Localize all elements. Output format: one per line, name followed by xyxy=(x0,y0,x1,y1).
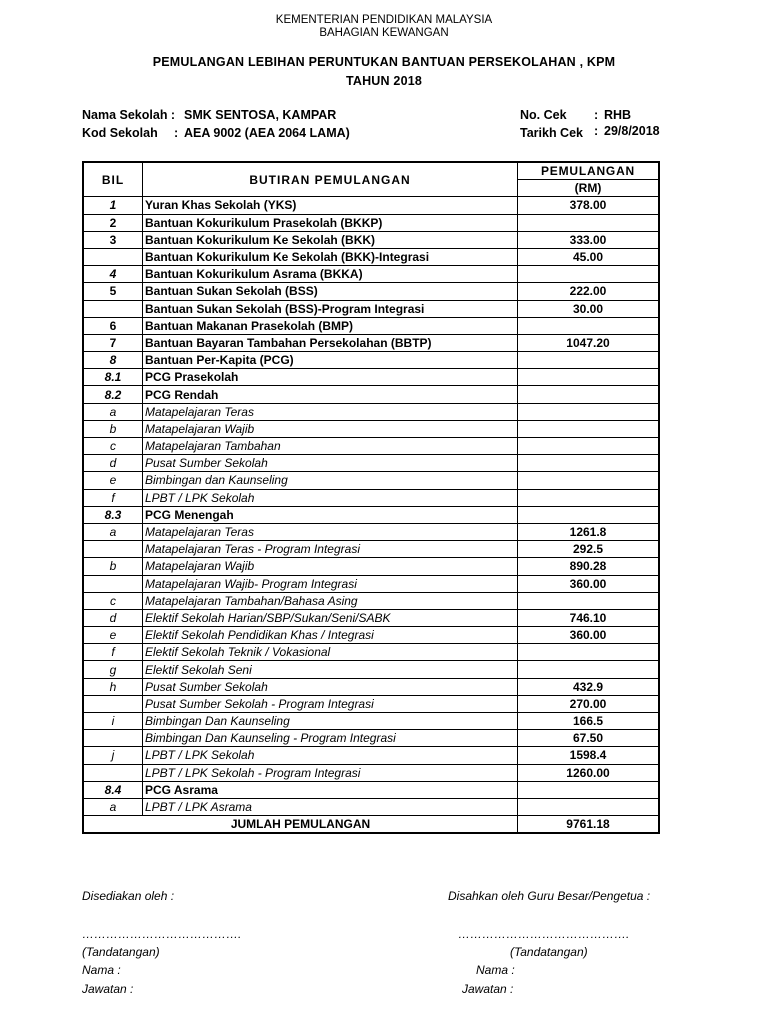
row-item: Matapelajaran Wajib xyxy=(143,420,518,437)
table-row xyxy=(83,506,659,523)
row-bil: 7 xyxy=(83,334,143,351)
col-amount-header: PEMULANGAN xyxy=(518,162,660,180)
row-amount xyxy=(518,506,660,523)
row-amount xyxy=(518,438,660,455)
row-amount xyxy=(518,266,660,283)
row-item: Bimbingan dan Kaunseling xyxy=(143,472,518,489)
table-row xyxy=(83,334,659,351)
row-bil: 5 xyxy=(83,283,143,300)
row-item: Bantuan Per-Kapita (PCG) xyxy=(143,352,518,369)
table-row xyxy=(83,214,659,231)
total-label: JUMLAH PEMULANGAN xyxy=(83,816,518,834)
row-bil xyxy=(83,764,143,781)
row-bil: d xyxy=(83,609,143,626)
signature-line-left: …………………………………. xyxy=(82,927,242,941)
table-row xyxy=(83,231,659,248)
row-bil xyxy=(83,248,143,265)
cheque-value: RHB xyxy=(604,108,632,122)
row-bil: i xyxy=(83,713,143,730)
row-bil: 4 xyxy=(83,266,143,283)
row-item: Matapelajaran Teras xyxy=(143,523,518,540)
row-item: PCG Rendah xyxy=(143,386,518,403)
row-amount xyxy=(518,644,660,661)
row-bil: h xyxy=(83,678,143,695)
row-bil: 8.1 xyxy=(83,369,143,386)
col-bil-header: BIL xyxy=(83,162,143,197)
row-bil: e xyxy=(83,472,143,489)
row-item: Elektif Sekolah Teknik / Vokasional xyxy=(143,644,518,661)
date-label: Tarikh Cek xyxy=(520,126,583,140)
cheque-label: No. Cek xyxy=(520,108,567,122)
row-amount: 1598.4 xyxy=(518,747,660,764)
row-bil xyxy=(83,730,143,747)
table-row xyxy=(83,609,659,626)
row-item: Matapelajaran Tambahan xyxy=(143,438,518,455)
row-bil: j xyxy=(83,747,143,764)
document-title: PEMULANGAN LEBIHAN PERUNTUKAN BANTUAN PERSEKOLAHAN , KPM xyxy=(152,55,616,69)
row-amount: 333.00 xyxy=(518,231,660,248)
table-row xyxy=(83,695,659,712)
row-amount: 1047.20 xyxy=(518,334,660,351)
table-row xyxy=(83,781,659,798)
row-item: PCG Menengah xyxy=(143,506,518,523)
ministry-name: KEMENTERIAN PENDIDIKAN MALAYSIA xyxy=(275,14,493,26)
prepared-by-label: Disediakan oleh : xyxy=(82,889,175,903)
row-item: Bantuan Sukan Sekolah (BSS) xyxy=(143,283,518,300)
row-amount: 67.50 xyxy=(518,730,660,747)
table-row xyxy=(83,541,659,558)
row-amount: 746.10 xyxy=(518,609,660,626)
row-amount: 30.00 xyxy=(518,300,660,317)
row-amount: 890.28 xyxy=(518,558,660,575)
row-amount xyxy=(518,592,660,609)
table-row xyxy=(83,197,659,214)
row-bil: d xyxy=(83,455,143,472)
row-item: LPBT / LPK Sekolah xyxy=(143,747,518,764)
name-label-right: Nama : xyxy=(476,963,515,977)
row-amount xyxy=(518,781,660,798)
row-item: Elektif Sekolah Harian/SBP/Sukan/Seni/SABK xyxy=(143,609,518,626)
row-bil: 6 xyxy=(83,317,143,334)
table-row xyxy=(83,558,659,575)
row-amount xyxy=(518,386,660,403)
table-row xyxy=(83,627,659,644)
row-amount xyxy=(518,489,660,506)
school-name-label: Nama Sekolah : xyxy=(82,108,176,122)
signature-label-left: (Tandatangan) xyxy=(82,945,160,959)
row-amount xyxy=(518,403,660,420)
row-amount: 270.00 xyxy=(518,695,660,712)
row-item: Matapelajaran Teras xyxy=(143,403,518,420)
row-bil: a xyxy=(83,523,143,540)
table-row xyxy=(83,352,659,369)
row-bil: f xyxy=(83,644,143,661)
division-name: BAHAGIAN KEWANGAN xyxy=(319,27,449,39)
row-item: Bantuan Kokurikulum Ke Sekolah (BKK) xyxy=(143,231,518,248)
row-item: Bantuan Kokurikulum Prasekolah (BKKP) xyxy=(143,214,518,231)
approved-by-label: Disahkan oleh Guru Besar/Pengetua : xyxy=(448,889,651,903)
table-row xyxy=(83,438,659,455)
table-row xyxy=(83,644,659,661)
row-item: LPBT / LPK Asrama xyxy=(143,798,518,815)
table-row xyxy=(83,661,659,678)
table-row xyxy=(83,455,659,472)
col-unit-header: (RM) xyxy=(518,180,660,197)
row-bil xyxy=(83,575,143,592)
table-row xyxy=(83,523,659,540)
total-value: 9761.18 xyxy=(518,816,660,834)
row-item: Pusat Sumber Sekolah - Program Integrasi xyxy=(143,695,518,712)
table-row xyxy=(83,420,659,437)
table-row xyxy=(83,266,659,283)
row-item: Matapelajaran Wajib xyxy=(143,558,518,575)
table-row xyxy=(83,283,659,300)
row-item: Yuran Khas Sekolah (YKS) xyxy=(143,197,518,214)
date-value: 29/8/2018 xyxy=(604,124,660,138)
row-bil: 3 xyxy=(83,231,143,248)
table-row xyxy=(83,713,659,730)
row-bil: a xyxy=(83,798,143,815)
row-amount: 45.00 xyxy=(518,248,660,265)
row-item: LPBT / LPK Sekolah - Program Integrasi xyxy=(143,764,518,781)
row-item: PCG Asrama xyxy=(143,781,518,798)
row-amount: 360.00 xyxy=(518,627,660,644)
row-bil: b xyxy=(83,558,143,575)
row-amount xyxy=(518,352,660,369)
table-row xyxy=(83,369,659,386)
signature-label-right: (Tandatangan) xyxy=(510,945,588,959)
row-bil: 8.4 xyxy=(83,781,143,798)
table-row xyxy=(83,472,659,489)
row-amount xyxy=(518,317,660,334)
row-amount xyxy=(518,798,660,815)
col-item-header: BUTIRAN PEMULANGAN xyxy=(143,162,518,197)
row-bil: a xyxy=(83,403,143,420)
document-year: TAHUN 2018 xyxy=(345,74,423,88)
row-item: Pusat Sumber Sekolah xyxy=(143,455,518,472)
table-row xyxy=(83,317,659,334)
table-row xyxy=(83,489,659,506)
position-label-right: Jawatan : xyxy=(462,982,514,996)
row-bil: 2 xyxy=(83,214,143,231)
row-bil: c xyxy=(83,438,143,455)
table-row xyxy=(83,386,659,403)
position-label-left: Jawatan : xyxy=(82,982,134,996)
row-amount: 378.00 xyxy=(518,197,660,214)
row-item: Elektif Sekolah Seni xyxy=(143,661,518,678)
table-row xyxy=(83,747,659,764)
table-row xyxy=(83,678,659,695)
row-item: LPBT / LPK Sekolah xyxy=(143,489,518,506)
row-bil: e xyxy=(83,627,143,644)
row-bil: c xyxy=(83,592,143,609)
row-bil: 8 xyxy=(83,352,143,369)
row-amount xyxy=(518,472,660,489)
row-bil: 1 xyxy=(83,197,143,214)
row-amount xyxy=(518,369,660,386)
row-item: Bimbingan Dan Kaunseling xyxy=(143,713,518,730)
row-bil: 8.3 xyxy=(83,506,143,523)
row-item: Elektif Sekolah Pendidikan Khas / Integrasi xyxy=(143,627,518,644)
row-item: Bantuan Sukan Sekolah (BSS)-Program Integrasi xyxy=(143,300,518,317)
row-item: Bantuan Bayaran Tambahan Persekolahan (BBTP) xyxy=(143,334,518,351)
row-amount: 360.00 xyxy=(518,575,660,592)
row-amount xyxy=(518,420,660,437)
table-row xyxy=(83,592,659,609)
row-item: Bimbingan Dan Kaunseling - Program Integrasi xyxy=(143,730,518,747)
school-code-label: Kod Sekolah xyxy=(82,126,158,140)
total-row xyxy=(83,816,659,834)
row-item: Bantuan Kokurikulum Asrama (BKKA) xyxy=(143,266,518,283)
table-row xyxy=(83,248,659,265)
table-row xyxy=(83,764,659,781)
row-item: Bantuan Kokurikulum Ke Sekolah (BKK)-Integrasi xyxy=(143,248,518,265)
row-amount: 432.9 xyxy=(518,678,660,695)
signature-line-right: ……………………………………. xyxy=(458,927,630,941)
table-row xyxy=(83,403,659,420)
row-item: Matapelajaran Wajib- Program Integrasi xyxy=(143,575,518,592)
table-row xyxy=(83,730,659,747)
row-bil xyxy=(83,300,143,317)
school-name: SMK SENTOSA, KAMPAR xyxy=(184,108,337,122)
row-amount: 166.5 xyxy=(518,713,660,730)
row-bil: b xyxy=(83,420,143,437)
row-amount xyxy=(518,214,660,231)
table-row xyxy=(83,300,659,317)
row-amount: 292.5 xyxy=(518,541,660,558)
row-item: Matapelajaran Tambahan/Bahasa Asing xyxy=(143,592,518,609)
row-bil: 8.2 xyxy=(83,386,143,403)
row-item: PCG Prasekolah xyxy=(143,369,518,386)
row-amount: 1260.00 xyxy=(518,764,660,781)
date-sep: : xyxy=(594,124,599,138)
refund-table xyxy=(82,161,660,834)
school-code: AEA 9002 (AEA 2064 LAMA) xyxy=(184,126,350,140)
row-bil xyxy=(83,541,143,558)
row-amount: 1261.8 xyxy=(518,523,660,540)
row-bil: g xyxy=(83,661,143,678)
row-bil: f xyxy=(83,489,143,506)
school-code-sep: : xyxy=(174,126,179,140)
row-item: Bantuan Makanan Prasekolah (BMP) xyxy=(143,317,518,334)
row-item: Matapelajaran Teras - Program Integrasi xyxy=(143,541,518,558)
cheque-sep: : xyxy=(594,108,599,122)
name-label-left: Nama : xyxy=(82,963,121,977)
row-item: Pusat Sumber Sekolah xyxy=(143,678,518,695)
row-amount xyxy=(518,661,660,678)
row-amount xyxy=(518,455,660,472)
row-bil xyxy=(83,695,143,712)
table-row xyxy=(83,798,659,815)
row-amount: 222.00 xyxy=(518,283,660,300)
table-row xyxy=(83,575,659,592)
